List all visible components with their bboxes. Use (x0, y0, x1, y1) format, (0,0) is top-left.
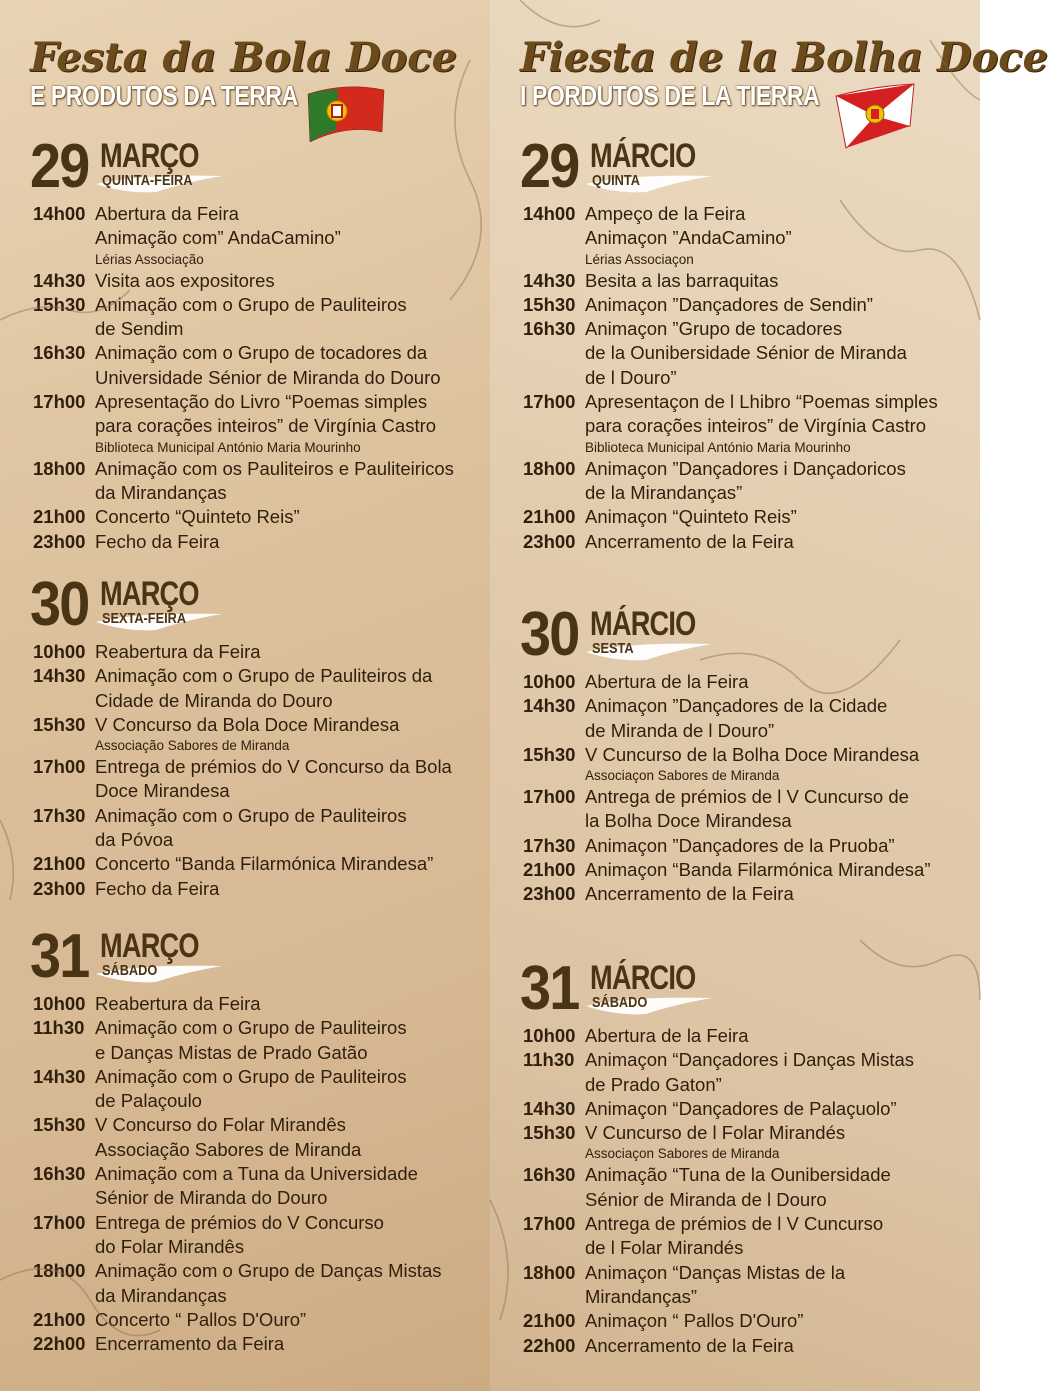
event-time: 17h00 (33, 391, 86, 413)
event-text: Abertura da Feira (95, 203, 239, 224)
right-subtitle: I PORDUTOS DE LA TIERRA (520, 80, 820, 111)
event-text: V Concurso do Folar Mirandês (95, 1114, 346, 1136)
event-text: Concerto “Banda Filarmónica Mirandesa” (95, 853, 434, 875)
event-text: Entrega de prémios do V Concurso (95, 1211, 384, 1233)
event-text: Animaçon “ Pallos D'Ouro” (585, 1310, 804, 1332)
event-text: da Mirandanças (95, 481, 227, 503)
event-time: 10h00 (523, 1025, 576, 1046)
event-text: Animação “Tuna de la Ounibersidade (585, 1164, 891, 1186)
event-text: Animação com o Grupo de Pauliteiros da (95, 665, 433, 687)
event-list (523, 202, 938, 554)
event-text: Fecho da Feira (95, 877, 220, 899)
event-text: Sénior de Miranda do Douro (95, 1187, 328, 1209)
event-text: Apresentação do Livro “Poemas simples (95, 391, 428, 413)
event-time: 11h30 (33, 1017, 85, 1039)
event-time: 14h30 (33, 665, 86, 687)
event-text: V Cuncurso de l Folar Mirandés (585, 1122, 846, 1144)
event-list (33, 640, 452, 901)
event-organizer: Associação Sabores de Miranda (95, 738, 290, 754)
event-item (33, 505, 454, 529)
event-item (523, 670, 930, 694)
event-item (523, 1212, 914, 1261)
event-item (33, 804, 452, 853)
event-time: 18h00 (33, 1260, 86, 1282)
event-time: 17h00 (33, 1211, 86, 1233)
event-item (523, 1121, 914, 1163)
right-title: Fiesta de la Bolha Doce (520, 34, 1048, 81)
event-time: 17h00 (523, 391, 576, 413)
event-time: 22h00 (523, 1334, 576, 1356)
event-item (523, 834, 930, 858)
event-text: V Concurso da Bola Doce Mirandesa (95, 713, 400, 735)
event-text: Animaçon “Banda Filarmónica Mirandesa” (585, 859, 931, 881)
event-item (523, 269, 938, 293)
left-subtitle: E PRODUTOS DA TERRA (30, 80, 298, 111)
event-text: Animação com o Grupo de Pauliteiros (95, 804, 407, 826)
month-label: MÁRCIO (590, 605, 696, 643)
event-text: Concerto “ Pallos D'Ouro” (95, 1308, 307, 1330)
left-title: Festa da Bola Doce (30, 34, 458, 81)
event-item (523, 1048, 914, 1097)
event-text: Animaçon “Quinteto Reis” (585, 506, 797, 528)
event-text: Ancerramento de la Feira (585, 1334, 794, 1356)
weekday-label: SÁBADO (592, 994, 648, 1011)
event-text: Animação com o Grupo de Pauliteiros (95, 1065, 407, 1087)
month-label: MARÇO (100, 927, 199, 965)
event-text: Visita aos expositores (95, 269, 275, 291)
event-text: Animaçon ”Dançadores de la Cidade (585, 695, 888, 717)
event-item (33, 877, 452, 901)
event-time: 21h00 (33, 1308, 86, 1330)
event-item (523, 202, 938, 269)
event-item (33, 992, 442, 1016)
event-text: Animaçon ”Dançadores i Dançadoricos (585, 457, 906, 479)
event-text: Universidade Sénior de Miranda do Douro (95, 366, 441, 388)
event-text: Animaçon ”Dançadores de la Pruoba” (585, 834, 895, 856)
event-item (523, 1309, 914, 1333)
event-text: de Palaçoulo (95, 1090, 202, 1112)
event-organizer: Associaçon Sabores de Miranda (585, 768, 780, 784)
event-item (33, 269, 454, 293)
event-item (523, 1163, 914, 1212)
event-organizer: Lérias Associação (95, 251, 204, 267)
event-time: 17h00 (523, 786, 576, 808)
event-text: Animação com o Grupo de tocadores da (95, 342, 428, 364)
event-time: 15h30 (33, 293, 86, 315)
event-text: de l Douro” (585, 366, 677, 388)
day-number: 31 (520, 954, 579, 1023)
event-text: Animaçon ”Dançadores de Sendin” (585, 293, 873, 315)
event-item (33, 390, 454, 457)
event-time: 14h30 (523, 1097, 576, 1119)
event-time: 23h00 (33, 530, 86, 552)
event-time: 22h00 (33, 1333, 86, 1355)
event-item (33, 852, 452, 876)
event-item (523, 317, 938, 390)
event-item (523, 882, 930, 906)
event-time: 18h00 (523, 1261, 576, 1283)
weekday-label: QUINTA-FEIRA (102, 172, 193, 189)
event-text: Antrega de prémios de l V Cuncurso (585, 1213, 884, 1235)
event-organizer: Biblioteca Municipal António Maria Mourinho (585, 439, 851, 455)
event-item (523, 858, 930, 882)
event-text: Sénior de Miranda de l Douro (585, 1188, 827, 1210)
event-text: para corações inteiros” de Virgínia Castro (95, 415, 437, 437)
event-text: da Mirandanças (95, 1284, 227, 1306)
weekday-label: SÁBADO (102, 962, 158, 979)
event-time: 23h00 (523, 530, 576, 552)
weekday-label: SEXTA-FEIRA (102, 610, 187, 627)
day-number: 31 (30, 922, 89, 991)
event-text: Ancerramento de la Feira (585, 530, 794, 552)
event-time: 16h30 (523, 1164, 576, 1186)
event-time: 15h30 (33, 713, 86, 735)
left-header (30, 36, 457, 112)
day-number: 29 (520, 132, 579, 201)
event-item (523, 1334, 914, 1358)
event-time: 21h00 (33, 853, 86, 875)
event-item (33, 713, 452, 755)
event-time: 18h00 (523, 457, 576, 479)
event-time: 15h30 (523, 1122, 576, 1144)
mirandese-column (490, 0, 1048, 1391)
event-time: 17h30 (523, 834, 576, 856)
event-text: Apresentaçon de l Lhibro “Poemas simples (585, 391, 938, 413)
event-text: Animação com os Pauliteiros e Pauliteiricos (95, 457, 454, 479)
event-text: Animação com o Grupo de Pauliteiros (95, 1017, 407, 1039)
event-time: 14h00 (523, 203, 576, 224)
event-time: 10h00 (33, 993, 86, 1014)
event-text: Animaçon “Dançadores de Palaçuolo” (585, 1097, 897, 1119)
portugal-flag-icon (306, 84, 386, 150)
event-time: 16h30 (33, 342, 86, 364)
event-text: Animação com o Grupo de Pauliteiros (95, 293, 407, 315)
event-text: Reabertura da Feira (95, 993, 261, 1014)
event-text: Antrega de prémios de l V Cuncurso de (585, 786, 909, 808)
event-item (33, 341, 454, 390)
event-time: 15h30 (523, 743, 576, 765)
event-time: 14h30 (33, 269, 86, 291)
miranda-flag-icon (834, 82, 916, 154)
event-item (33, 1016, 442, 1065)
event-list (523, 1024, 914, 1358)
event-text: la Bolha Doce Mirandesa (585, 810, 792, 832)
event-time: 17h30 (33, 804, 86, 826)
event-time: 11h30 (523, 1049, 575, 1071)
weekday-label: QUINTA (592, 172, 640, 189)
event-item (523, 785, 930, 834)
event-text: de la Ounibersidade Sénior de Miranda (585, 342, 907, 364)
event-item (523, 505, 938, 529)
event-text: de Sendim (95, 318, 184, 340)
event-text: Reabertura da Feira (95, 641, 261, 662)
event-text: Encerramento da Feira (95, 1333, 285, 1355)
event-item (33, 1259, 442, 1308)
event-item (33, 457, 454, 506)
month-label: MÁRCIO (590, 959, 696, 997)
weekday-label: SESTA (592, 640, 634, 657)
event-text: Animaçon ”AndaCamino” (585, 227, 792, 249)
event-time: 10h00 (523, 671, 576, 692)
event-item (33, 202, 454, 269)
event-item (523, 1261, 914, 1310)
event-text: Abertura de la Feira (585, 671, 749, 692)
event-text: Animaçon “Danças Mistas de la (585, 1261, 846, 1283)
event-item (33, 755, 452, 804)
event-text: Animaçon ”Grupo de tocadores (585, 318, 843, 340)
event-item (33, 640, 452, 664)
event-time: 15h30 (33, 1114, 86, 1136)
event-text: Ampeço de la Feira (585, 203, 746, 224)
event-text: Ancerramento de la Feira (585, 883, 794, 905)
event-item (523, 743, 930, 785)
event-text: Animação com” AndaCamino” (95, 227, 341, 249)
event-text: Animação com a Tuna da Universidade (95, 1163, 418, 1185)
event-text: da Póvoa (95, 829, 174, 851)
event-item (33, 293, 454, 342)
event-time: 21h00 (523, 859, 576, 881)
event-list (33, 992, 442, 1356)
event-time: 18h00 (33, 457, 86, 479)
event-text: Animaçon “Dançadores i Danças Mistas (585, 1049, 915, 1071)
event-item (523, 390, 938, 457)
event-text: Doce Mirandesa (95, 780, 230, 802)
event-item (33, 1308, 442, 1332)
event-item (523, 293, 938, 317)
event-time: 21h00 (523, 506, 576, 528)
event-organizer: Biblioteca Municipal António Maria Mourinho (95, 439, 361, 455)
event-text: de Miranda de l Douro” (585, 719, 775, 741)
event-list (523, 670, 930, 907)
day-number: 30 (30, 570, 89, 639)
event-item (33, 1162, 442, 1211)
event-item (33, 530, 454, 554)
event-time: 10h00 (33, 641, 86, 662)
event-time: 14h30 (523, 695, 576, 717)
event-time: 15h30 (523, 293, 576, 315)
event-time: 21h00 (33, 506, 86, 528)
event-time: 14h30 (523, 269, 576, 291)
right-header (520, 36, 1048, 112)
event-text: para corações inteiros” de Virgínia Castro (585, 415, 927, 437)
event-time: 23h00 (33, 877, 86, 899)
month-label: MÁRCIO (590, 137, 696, 175)
event-text: Fecho da Feira (95, 530, 220, 552)
event-item (33, 1113, 442, 1162)
event-item (523, 1024, 914, 1048)
event-item (523, 457, 938, 506)
event-organizer: Lérias Associaçon (585, 251, 694, 267)
event-item (523, 694, 930, 743)
day-number: 29 (30, 132, 89, 201)
event-time: 17h00 (33, 756, 86, 778)
event-time: 21h00 (523, 1310, 576, 1332)
event-time: 14h00 (33, 203, 86, 224)
event-time: 16h30 (523, 318, 576, 340)
event-item (33, 664, 452, 713)
event-organizer: Associaçon Sabores de Miranda (585, 1146, 780, 1162)
event-text: e Danças Mistas de Prado Gatão (95, 1041, 368, 1063)
event-item (523, 1097, 914, 1121)
month-label: MARÇO (100, 137, 199, 175)
event-item (33, 1332, 442, 1356)
event-text: Cidade de Miranda do Douro (95, 689, 333, 711)
event-text: Associação Sabores de Miranda (95, 1138, 362, 1160)
event-text: V Cuncurso de la Bolha Doce Mirandesa (585, 743, 920, 765)
event-text: Animação com o Grupo de Danças Mistas (95, 1260, 442, 1282)
day-number: 30 (520, 600, 579, 669)
event-item (33, 1211, 442, 1260)
event-time: 17h00 (523, 1213, 576, 1235)
event-text: de l Folar Mirandés (585, 1237, 744, 1259)
event-text: do Folar Mirandês (95, 1235, 245, 1257)
event-list (33, 202, 454, 554)
event-time: 16h30 (33, 1163, 86, 1185)
event-text: de Prado Gaton” (585, 1073, 722, 1095)
event-text: Mirandanças” (585, 1285, 698, 1307)
event-time: 14h30 (33, 1065, 86, 1087)
portuguese-column (0, 0, 490, 1391)
event-text: Besita a las barraquitas (585, 269, 779, 291)
event-item (33, 1065, 442, 1114)
event-text: de la Mirandanças” (585, 481, 743, 503)
event-text: Entrega de prémios do V Concurso da Bola (95, 756, 452, 778)
event-time: 23h00 (523, 883, 576, 905)
event-text: Concerto “Quinteto Reis” (95, 506, 300, 528)
event-text: Abertura de la Feira (585, 1025, 749, 1046)
month-label: MARÇO (100, 575, 199, 613)
event-item (523, 530, 938, 554)
